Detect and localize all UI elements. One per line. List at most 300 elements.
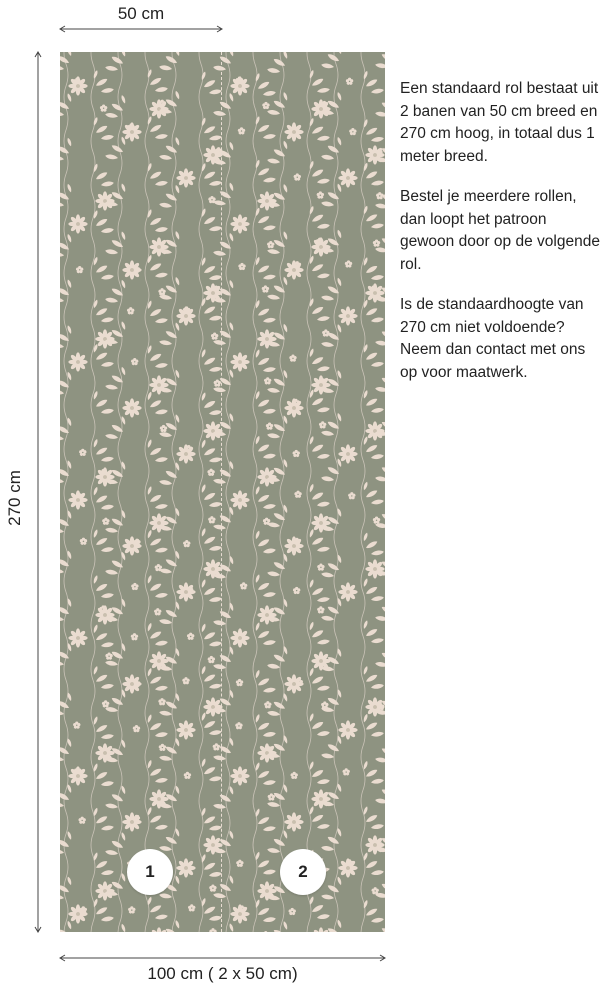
leaf-sprig [93, 344, 115, 368]
small-flower [345, 78, 353, 86]
leaf-sprig [159, 52, 181, 71]
small-flower [207, 656, 215, 664]
leaf-sprig [93, 807, 115, 831]
flower [203, 697, 222, 716]
info-paragraph-1: Een standaard rol bestaat uit 2 banen van 50 cm breed en 270 cm hoog, in totaal dus 1 meter breed. [400, 80, 599, 165]
small-flower [372, 516, 380, 524]
leaf-sprig [60, 93, 72, 117]
leaf-sprig [321, 828, 343, 852]
small-flower [289, 355, 297, 363]
small-flower [267, 241, 275, 249]
leaf-sprig [201, 392, 223, 416]
leaf-sprig [309, 436, 331, 460]
small-flower [293, 173, 301, 181]
flower [68, 490, 87, 509]
leaf-sprig [267, 459, 289, 483]
flower [122, 812, 141, 831]
leaf-sprig [60, 137, 72, 161]
small-flower [293, 587, 301, 595]
leaf-sprig [147, 69, 169, 93]
small-flower [76, 266, 84, 274]
leaf-sprig [159, 462, 181, 486]
flower [230, 76, 249, 95]
small-flower [349, 128, 357, 136]
small-flower [237, 127, 245, 135]
small-flower [207, 469, 215, 477]
small-flower [342, 768, 350, 776]
leaf-sprig [375, 93, 385, 117]
leaf-sprig [105, 231, 127, 255]
flower [68, 904, 87, 923]
small-flower [317, 606, 325, 614]
small-flower [159, 425, 167, 433]
leaf-sprig [93, 391, 115, 415]
flower [284, 536, 303, 555]
flower [284, 398, 303, 417]
leaf-sprig [93, 486, 115, 510]
flower [311, 927, 330, 932]
leaf-sprig [60, 233, 72, 257]
leaf-sprig [60, 738, 72, 762]
leaf-sprig [375, 369, 385, 393]
leaf-sprig [321, 52, 343, 69]
leaf-sprig [363, 119, 385, 143]
info-text [400, 78, 605, 402]
leaf-sprig [60, 642, 72, 666]
flower [176, 444, 195, 463]
leaf-sprig [201, 758, 223, 782]
leaf-sprig [105, 279, 127, 303]
leaf-sprig [201, 208, 223, 232]
flower [257, 191, 276, 210]
leaf-sprig [147, 760, 169, 784]
bottom-dimension-arrow [60, 955, 385, 961]
leaf-sprig [309, 483, 331, 507]
left-dimension-arrow [35, 52, 41, 932]
leaf-sprig [309, 117, 331, 141]
leaf-sprig [201, 807, 223, 831]
leaf-sprig [147, 667, 169, 691]
small-flower [127, 307, 135, 315]
leaf-sprig [60, 692, 72, 716]
leaf-sprig [255, 486, 277, 510]
leaf-sprig [213, 506, 235, 530]
small-flower [183, 772, 191, 780]
flower [122, 122, 141, 141]
small-flower [211, 333, 219, 341]
floral-pattern [60, 52, 385, 932]
leaf-sprig [159, 322, 181, 346]
leaf-sprig [93, 624, 115, 648]
leaf-sprig [105, 52, 127, 72]
flower [338, 582, 357, 601]
leaf-sprig [267, 52, 289, 74]
small-flower [79, 538, 87, 546]
flower [284, 260, 303, 279]
small-flower [158, 698, 166, 706]
small-flower [261, 285, 269, 293]
small-flower [344, 260, 352, 268]
leaf-sprig [309, 806, 331, 830]
leaf-sprig [309, 713, 331, 737]
flower [95, 191, 114, 210]
small-flower [105, 652, 113, 660]
small-flower [262, 931, 270, 932]
leaf-sprig [93, 852, 115, 876]
leaf-sprig [375, 322, 385, 346]
leaf-sprig [105, 689, 127, 713]
pattern-stem [280, 52, 284, 932]
flower [311, 237, 330, 256]
flower [311, 99, 330, 118]
flower [176, 858, 195, 877]
small-flower [236, 860, 244, 868]
leaf-sprig [201, 854, 223, 878]
leaf-sprig [93, 70, 115, 94]
small-flower [348, 492, 356, 500]
leaf-sprig [375, 739, 385, 763]
leaf-sprig [60, 279, 72, 303]
leaf-sprig [201, 665, 223, 689]
leaf-sprig [105, 95, 127, 119]
flower [284, 122, 303, 141]
leaf-sprig [213, 413, 235, 437]
small-flower [208, 516, 216, 524]
small-flower [183, 540, 191, 548]
flower [230, 628, 249, 647]
flower [338, 720, 357, 739]
leaf-sprig [201, 484, 223, 508]
leaf-sprig [60, 183, 72, 207]
leaf-sprig [105, 923, 127, 932]
leaf-sprig [201, 257, 223, 281]
top-dimension-arrow [60, 26, 222, 32]
leaf-sprig [159, 184, 181, 208]
small-flower [288, 908, 296, 916]
leaf-sprig [255, 762, 277, 786]
leaf-sprig [255, 622, 277, 646]
leaf-sprig [213, 646, 235, 670]
bottom-dimension-label: 100 cm ( 2 x 50 cm) [147, 964, 298, 983]
small-flower [131, 358, 139, 366]
leaf-sprig [309, 255, 331, 279]
leaf-sprig [363, 899, 385, 923]
flower [122, 536, 141, 555]
flower [122, 260, 141, 279]
leaf-sprig [147, 345, 169, 369]
leaf-sprig [147, 163, 169, 187]
leaf-sprig [309, 205, 331, 229]
flower [230, 490, 249, 509]
small-flower [238, 263, 246, 271]
leaf-sprig [363, 436, 385, 460]
leaf-sprig [375, 644, 385, 668]
leaf-sprig [201, 898, 223, 922]
small-flower [73, 721, 81, 729]
small-flower [154, 608, 162, 616]
leaf-sprig [213, 233, 235, 257]
leaf-sprig [201, 623, 223, 647]
flower [176, 168, 195, 187]
leaf-sprig [267, 553, 289, 577]
flower [365, 421, 384, 440]
leaf-sprig [363, 666, 385, 690]
leaf-sprig [363, 344, 385, 368]
info-paragraph-3: Is de standaardhoogte van 270 cm niet voldoende? Neem dan contact met ons op voor maatwerk. [400, 296, 586, 381]
small-flower [212, 743, 220, 751]
leaf-sprig [93, 163, 115, 187]
panel-seam [221, 52, 222, 932]
leaf-sprig [309, 667, 331, 691]
leaf-sprig [159, 137, 181, 161]
leaf-sprig [147, 714, 169, 738]
panel-1-badge: 1 [127, 849, 173, 895]
leaf-sprig [60, 784, 72, 808]
leaf-sprig [255, 530, 277, 554]
flower [338, 306, 357, 325]
flower [95, 605, 114, 624]
leaf-sprig [255, 390, 277, 414]
leaf-sprig [363, 299, 385, 323]
leaf-sprig [255, 299, 277, 323]
flower [176, 582, 195, 601]
small-flower [294, 491, 302, 499]
flower [230, 904, 249, 923]
top-dimension-label: 50 cm [117, 4, 165, 23]
leaf-sprig [105, 832, 127, 856]
flower [338, 858, 357, 877]
leaf-sprig [213, 786, 235, 810]
leaf-sprig [159, 920, 181, 932]
small-flower [264, 701, 272, 709]
leaf-sprig [255, 207, 277, 231]
flower [68, 352, 87, 371]
leaf-sprig [321, 735, 343, 759]
leaf-sprig [255, 808, 277, 832]
leaf-sprig [159, 601, 181, 625]
flower [203, 421, 222, 440]
small-flower [265, 422, 273, 430]
leaf-sprig [255, 256, 277, 280]
small-flower [79, 449, 87, 457]
small-flower [187, 633, 195, 641]
flower [122, 674, 141, 693]
leaf-sprig [60, 52, 72, 71]
leaf-sprig [60, 371, 72, 395]
small-flower [262, 102, 270, 110]
small-flower [290, 772, 298, 780]
info-paragraph-2: Bestel je meerdere rollen, dan loopt het patroon gewoon door op de volgende rol. [400, 188, 600, 273]
leaf-sprig [255, 714, 277, 738]
leaf-sprig [147, 300, 169, 324]
small-flower [102, 518, 110, 526]
leaf-sprig [213, 182, 235, 206]
leaf-sprig [93, 575, 115, 599]
flower [68, 214, 87, 233]
leaf-sprig [363, 852, 385, 876]
leaf-sprig [363, 257, 385, 281]
left-dimension-label: 270 cm [5, 470, 24, 526]
leaf-sprig [201, 349, 223, 373]
small-flower [264, 377, 272, 385]
flower [95, 881, 114, 900]
leaf-sprig [267, 140, 289, 164]
leaf-sprig [321, 919, 343, 932]
leaf-sprig [147, 439, 169, 463]
leaf-sprig [267, 645, 289, 669]
leaf-sprig [267, 921, 289, 932]
flower [95, 329, 114, 348]
leaf-sprig [255, 116, 277, 140]
flower [122, 398, 141, 417]
leaf-sprig [321, 689, 343, 713]
leaf-sprig [255, 435, 277, 459]
leaf-sprig [363, 761, 385, 785]
leaf-sprig [201, 712, 223, 736]
leaf-sprig [147, 896, 169, 920]
leaf-sprig [105, 366, 127, 390]
leaf-sprig [159, 550, 181, 574]
small-flower [102, 700, 110, 708]
leaf-sprig [213, 461, 235, 485]
leaf-sprig [363, 162, 385, 186]
leaf-sprig [147, 575, 169, 599]
leaf-sprig [159, 828, 181, 852]
leaf-sprig [375, 52, 385, 69]
small-flower [372, 239, 380, 247]
leaf-sprig [267, 830, 289, 854]
leaf-sprig [255, 851, 277, 875]
leaf-sprig [105, 551, 127, 575]
leaf-sprig [363, 481, 385, 505]
flower [68, 766, 87, 785]
leaf-sprig [375, 875, 385, 899]
flower [68, 76, 87, 95]
leaf-sprig [375, 598, 385, 622]
flower [365, 559, 384, 578]
flower [284, 812, 303, 831]
leaf-sprig [147, 209, 169, 233]
small-flower [316, 191, 324, 199]
flower [257, 467, 276, 486]
leaf-sprig [309, 896, 331, 920]
pattern-stem [361, 52, 365, 932]
small-flower [78, 817, 86, 825]
pattern-stem [64, 52, 68, 932]
small-flower [130, 633, 138, 641]
leaf-sprig [309, 298, 331, 322]
flower [68, 628, 87, 647]
small-flower [235, 679, 243, 687]
leaf-sprig [363, 390, 385, 414]
small-flower [188, 904, 196, 912]
leaf-sprig [60, 598, 72, 622]
leaf-sprig [309, 761, 331, 785]
small-flower [158, 744, 166, 752]
leaf-sprig [363, 806, 385, 830]
leaf-sprig [255, 899, 277, 923]
flower [176, 720, 195, 739]
leaf-sprig [93, 117, 115, 141]
leaf-sprig [363, 620, 385, 644]
leaf-sprig [375, 780, 385, 804]
leaf-sprig [60, 510, 72, 534]
leaf-sprig [213, 602, 235, 626]
leaf-sprig [105, 873, 127, 897]
leaf-sprig [363, 713, 385, 737]
leaf-sprig [105, 785, 127, 809]
leaf-sprig [105, 321, 127, 345]
leaf-sprig [309, 70, 331, 94]
leaf-sprig [201, 71, 223, 95]
leaf-sprig [213, 52, 235, 72]
small-flower [209, 884, 217, 892]
leaf-sprig [201, 579, 223, 603]
small-flower [182, 677, 190, 685]
leaf-sprig [255, 574, 277, 598]
leaf-sprig [201, 117, 223, 141]
leaf-sprig [93, 716, 115, 740]
flower [338, 168, 357, 187]
small-flower [100, 104, 108, 112]
flower [230, 214, 249, 233]
leaf-sprig [93, 210, 115, 234]
leaf-sprig [255, 349, 277, 373]
flower [338, 444, 357, 463]
leaf-sprig [375, 458, 385, 482]
leaf-sprig [321, 277, 343, 301]
leaf-sprig [309, 579, 331, 603]
leaf-sprig [147, 391, 169, 415]
leaf-sprig [147, 622, 169, 646]
leaf-sprig [93, 898, 115, 922]
leaf-sprig [309, 160, 331, 184]
small-flower [132, 725, 140, 733]
pattern-stem [334, 52, 338, 932]
leaf-sprig [60, 550, 72, 574]
leaf-sprig [93, 256, 115, 280]
flower [284, 674, 303, 693]
small-flower [235, 722, 243, 730]
leaf-sprig [321, 183, 343, 207]
leaf-sprig [60, 876, 72, 900]
panel-2-badge: 2 [280, 849, 326, 895]
small-flower [209, 928, 217, 932]
leaf-sprig [93, 666, 115, 690]
flower [176, 306, 195, 325]
leaf-sprig [255, 669, 277, 693]
flower [257, 605, 276, 624]
leaf-sprig [363, 205, 385, 229]
wallpaper-preview [60, 52, 385, 932]
leaf-sprig [213, 93, 235, 117]
leaf-sprig [363, 578, 385, 602]
small-flower [292, 450, 300, 458]
leaf-sprig [93, 299, 115, 323]
leaf-sprig [147, 486, 169, 510]
leaf-sprig [321, 458, 343, 482]
leaf-sprig [201, 439, 223, 463]
small-flower [158, 288, 166, 296]
leaf-sprig [147, 529, 169, 553]
leaf-sprig [93, 763, 115, 787]
small-flower [319, 421, 327, 429]
leaf-sprig [309, 621, 331, 645]
leaf-sprig [201, 163, 223, 187]
leaf-sprig [267, 276, 289, 300]
leaf-sprig [105, 416, 127, 440]
small-flower [131, 583, 139, 591]
